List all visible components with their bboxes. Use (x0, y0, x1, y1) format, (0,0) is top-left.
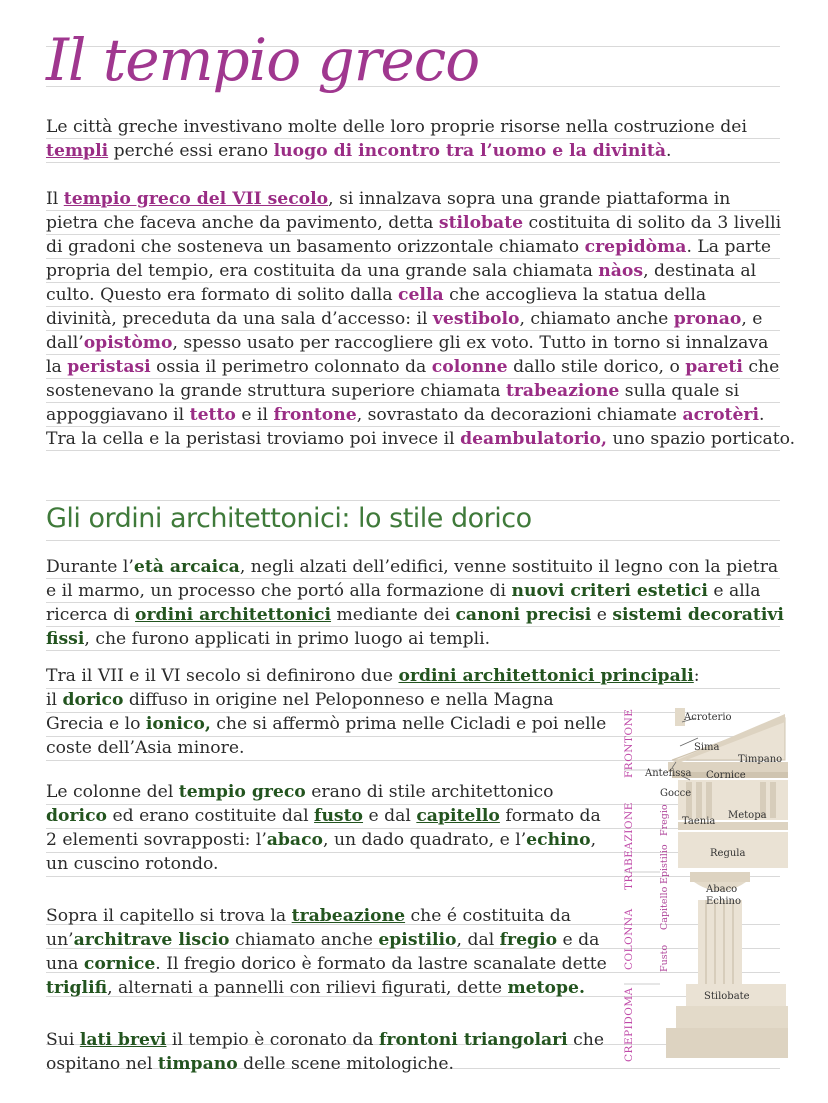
highlight: età arcaica (133, 557, 240, 577)
highlight: nuovi criteri estetici (511, 581, 708, 601)
text: , sovrastato da decorazioni chiamate (356, 405, 683, 425)
text: delle scene mitologiche. (237, 1054, 454, 1074)
highlight: trabeazione (291, 906, 406, 926)
highlight: ordini architettonici principali (398, 666, 694, 686)
highlight: pronao (673, 309, 742, 329)
highlight: fusto (314, 806, 364, 826)
highlight: ordini architettonici (135, 605, 332, 625)
text: chiamato anche (229, 930, 379, 950)
text: e dal (363, 806, 417, 826)
text: ossia il perimetro colonnato da (150, 357, 432, 377)
label-abaco: Abaco (706, 884, 738, 895)
text: di gradoni che sosteneva un basamento orizzontale chiamato (46, 237, 585, 257)
text-line (46, 235, 771, 259)
highlight: ionico, (145, 714, 211, 734)
text: costituita di solito da 3 livelli (523, 213, 782, 233)
text: Tra il VII e il VI secolo si definirono due (46, 666, 399, 686)
highlight: vestibolo (432, 309, 520, 329)
text: , si innalzava sopra una grande piattaforma in (328, 189, 731, 209)
text: che si affermò prima nelle Cicladi e poi nelle (210, 714, 607, 734)
text: Sui (46, 1030, 80, 1050)
text: formato da (499, 806, 601, 826)
highlight: opistòmo (83, 333, 173, 353)
label-taenia: Taenia (682, 816, 716, 827)
text: . Il fregio dorico è formato da lastre scanalate dette (155, 954, 607, 974)
label-gocce: Gocce (660, 788, 692, 799)
text: , destinata al (643, 261, 757, 281)
highlight: cornice (83, 954, 156, 974)
text: che (567, 1030, 605, 1050)
text: ricerca di (46, 605, 136, 625)
label-regula: Regula (710, 848, 746, 859)
label-fregio: Fregio (659, 804, 670, 836)
triglyph-shape (706, 782, 712, 818)
text-line (46, 331, 768, 355)
text-line (46, 780, 554, 804)
text-line (46, 976, 585, 1000)
text: . (759, 405, 765, 425)
text-line (46, 904, 571, 928)
text: che (742, 357, 780, 377)
label-acroterio: Acroterio (684, 712, 732, 723)
text: e alla (707, 581, 761, 601)
page-title: Il tempio greco (46, 26, 480, 94)
text-line (46, 259, 756, 283)
label-cornice: Cornice (706, 770, 746, 781)
text-line (46, 355, 779, 379)
highlight: timpano (157, 1054, 238, 1074)
text-line (46, 828, 596, 852)
text-line (46, 403, 765, 427)
text-line (46, 928, 599, 952)
highlight: trabeazione (505, 381, 620, 401)
text: la (46, 357, 68, 377)
highlight: echino (526, 830, 591, 850)
text: dallo stile dorico, o (507, 357, 686, 377)
text: e (591, 605, 613, 625)
text: Sopra il capitello si trova la (46, 906, 292, 926)
text-line (46, 1052, 454, 1076)
text: propria del tempio, era costituita da una grande sala chiamata (46, 261, 599, 281)
text: sostenevano la grande struttura superiore chiamata (46, 381, 506, 401)
highlight: stilobate (438, 213, 524, 233)
text-line (46, 115, 747, 139)
shaft-shape (698, 900, 742, 984)
text: Le città greche investivano molte delle loro proprie risorse nella costruzione dei (46, 117, 747, 137)
label-crepidoma: CREPIDOMA (623, 987, 635, 1062)
text: Il (46, 189, 64, 209)
text: , che furono applicati in primo luogo ai templi. (84, 629, 491, 649)
text: che accoglieva la statua della (443, 285, 707, 305)
text: . La parte (686, 237, 772, 257)
label-frontone: FRONTONE (623, 708, 635, 778)
highlight: peristasi (67, 357, 151, 377)
text-line (46, 139, 671, 163)
text: : (693, 666, 700, 686)
text: un cuscino rotondo. (46, 854, 219, 874)
highlight: tempio greco del VII secolo (63, 189, 329, 209)
highlight: crepidòma (584, 237, 687, 257)
highlight: capitello (416, 806, 500, 826)
text-line (46, 712, 606, 736)
highlight: nàos (598, 261, 644, 281)
highlight: luogo di incontro tra l’uomo e la divinità (273, 141, 666, 161)
text-line (46, 664, 700, 688)
text: . (665, 141, 672, 161)
text: , chiamato anche (519, 309, 674, 329)
label-echino: Echino (706, 896, 741, 907)
text: e il (235, 405, 274, 425)
highlight: fissi (46, 629, 85, 649)
triglyph-shape (770, 782, 776, 818)
text: uno spazio porticato. (607, 429, 796, 449)
doric-temple-diagram (620, 700, 790, 1070)
label-sima: Sima (694, 742, 720, 753)
highlight: metope. (507, 978, 585, 998)
text: 2 elementi sovrapposti: l’ (46, 830, 267, 850)
highlight: tetto (189, 405, 236, 425)
text-line (46, 187, 730, 211)
highlight: deambulatorio, (460, 429, 608, 449)
text-line (46, 804, 601, 828)
text: ed erano costituite dal (107, 806, 315, 826)
label-stilobate: Stilobate (704, 991, 750, 1002)
label-trabeazione: TRABEAZIONE (623, 802, 635, 890)
highlight: dorico (62, 690, 124, 710)
text: , negli alzati dell’edifici, venne sostituito il legno con la pietra (239, 557, 779, 577)
text: sulla quale si (619, 381, 740, 401)
text: il tempio è coronato da (166, 1030, 379, 1050)
text: coste dell’Asia minore. (46, 738, 245, 758)
text: , un dado quadrato, e l’ (323, 830, 527, 850)
text: , dal (456, 930, 500, 950)
text: culto. Questo era formato di solito dalla (46, 285, 399, 305)
text: e da (557, 930, 600, 950)
text: , alternati a pannelli con rilievi figurati, dette (107, 978, 508, 998)
highlight: acrotèri (682, 405, 760, 425)
text: , (590, 830, 597, 850)
label-fusto: Fusto (659, 944, 670, 972)
highlight: pareti (685, 357, 743, 377)
text: perché essi erano (108, 141, 274, 161)
label-antefissa: Antefissa (645, 768, 692, 779)
section-title: Gli ordini architettonici: lo stile dorico (46, 503, 532, 534)
text: una (46, 954, 84, 974)
ruled-line (46, 540, 780, 541)
text-line (46, 688, 554, 712)
ruled-line (46, 500, 780, 501)
label-capitello: Capitello (659, 886, 670, 930)
highlight: architrave liscio (73, 930, 230, 950)
triglyph-shape (696, 782, 702, 818)
step-shape (666, 1028, 788, 1058)
text: divinità, preceduta da una sala d’accesso: il (46, 309, 433, 329)
text: Grecia e lo (46, 714, 146, 734)
text: , e (741, 309, 763, 329)
text-line (46, 736, 244, 760)
text: Le colonne del (46, 782, 179, 802)
label-metopa: Metopa (728, 810, 767, 821)
abacus-shape (690, 872, 750, 882)
text-line (46, 379, 739, 403)
text: pietra che faceva anche da pavimento, detta (46, 213, 439, 233)
text: che é costituita da (405, 906, 572, 926)
text: dall’ (46, 333, 84, 353)
text: appoggiavano il (46, 405, 190, 425)
highlight: cella (398, 285, 444, 305)
text-line (46, 627, 490, 651)
highlight: dorico (46, 806, 107, 826)
text: Tra la cella e la peristasi troviamo poi invece il (46, 429, 461, 449)
text: Durante l’ (46, 557, 134, 577)
highlight: epistilio (378, 930, 457, 950)
label-timpano: Timpano (738, 754, 783, 765)
highlight: frontone (273, 405, 357, 425)
highlight: abaco (266, 830, 324, 850)
text: un’ (46, 930, 74, 950)
text-line (46, 427, 795, 451)
text-line (46, 1028, 604, 1052)
text: erano di stile architettonico (305, 782, 554, 802)
text-line (46, 555, 778, 579)
highlight: canoni precisi (455, 605, 592, 625)
text: mediante dei (331, 605, 456, 625)
highlight: frontoni triangolari (379, 1030, 568, 1050)
text: il (46, 690, 63, 710)
text-line (46, 307, 762, 331)
highlight: triglifi (46, 978, 108, 998)
label-colonna: COLONNA (623, 908, 635, 970)
text: , spesso usato per raccogliere gli ex voto. Tutto in torno si innalzava (172, 333, 769, 353)
text: diffuso in origine nel Peloponneso e nella Magna (123, 690, 554, 710)
text-line (46, 952, 607, 976)
text-line (46, 211, 781, 235)
highlight: tempio greco (178, 782, 306, 802)
highlight: fregio (499, 930, 558, 950)
text: e il marmo, un processo che portó alla formazione di (46, 581, 512, 601)
text-line (46, 603, 784, 627)
text: ospitano nel (46, 1054, 158, 1074)
highlight: templi (46, 141, 109, 161)
label-epistilio: Epistilio (659, 844, 670, 884)
highlight: sistemi decorativi (612, 605, 784, 625)
text-line (46, 852, 219, 876)
highlight: colonne (431, 357, 508, 377)
step-shape (676, 1006, 788, 1028)
highlight: lati brevi (79, 1030, 167, 1050)
text-line (46, 579, 760, 603)
text-line (46, 283, 706, 307)
